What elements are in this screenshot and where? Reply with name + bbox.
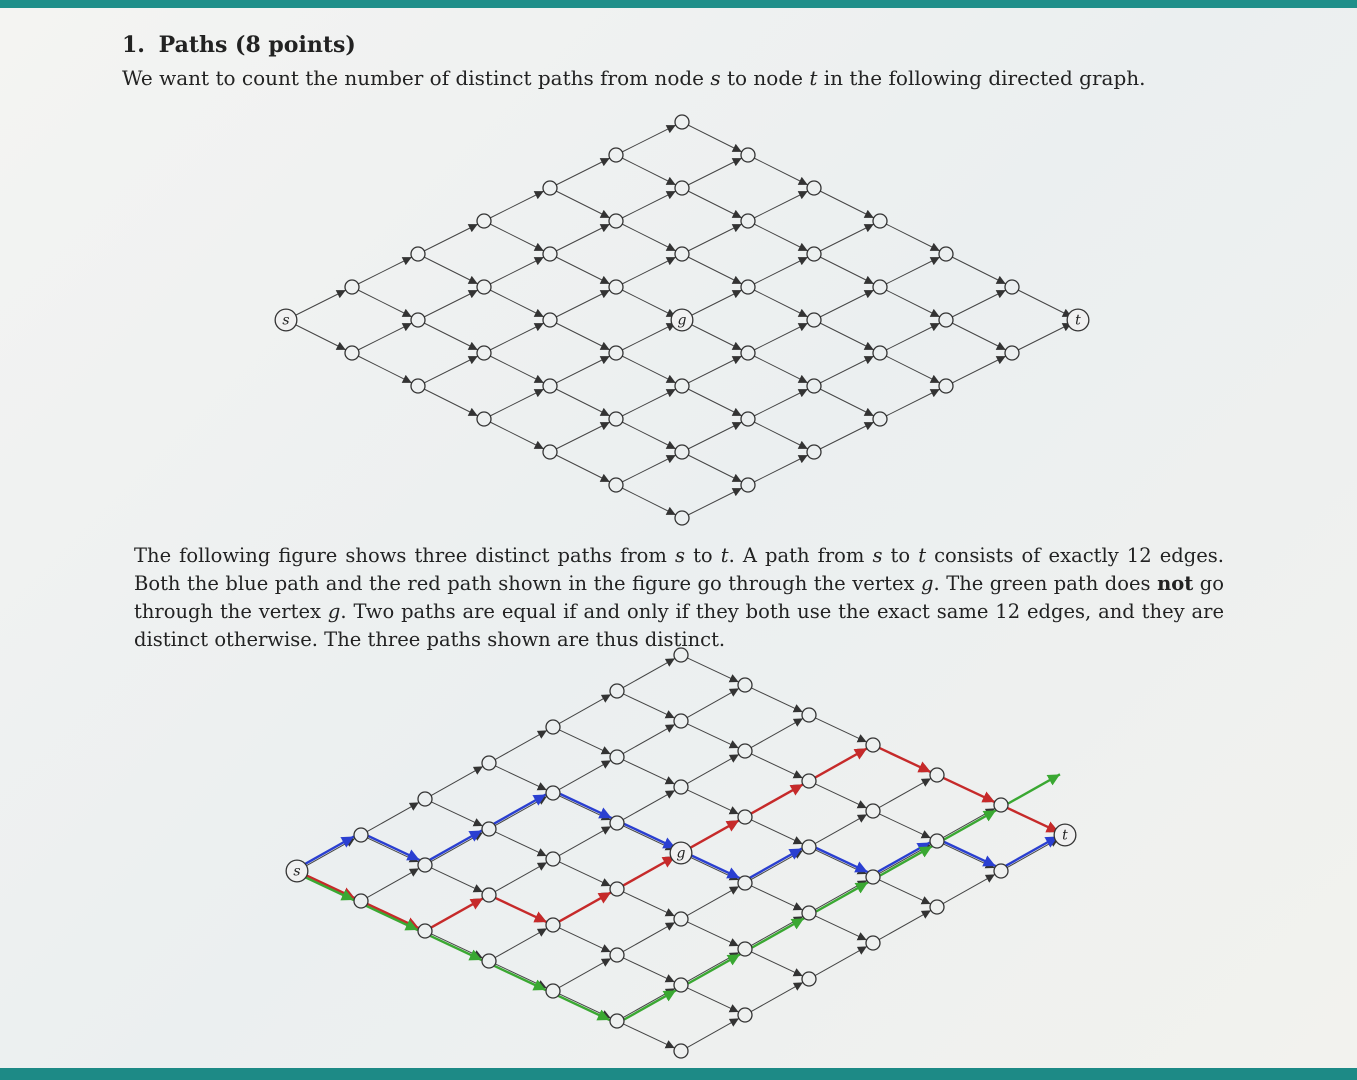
graph-edge	[623, 988, 675, 1017]
text-run: consists of exactly 12 edges. Both the blue path and the red path shown in the figure go through the vertex	[134, 544, 1224, 595]
graph-edge	[751, 916, 803, 945]
path-edge	[752, 918, 804, 947]
graph-edge	[431, 802, 482, 826]
node-t-label: t	[1075, 312, 1081, 329]
graph-node	[482, 954, 496, 968]
graph-node	[546, 918, 560, 932]
graph-node	[930, 768, 944, 782]
graph-edge	[879, 778, 931, 807]
graph-edge	[559, 994, 610, 1018]
graph-node	[738, 876, 752, 890]
graph-edge	[367, 838, 418, 862]
graph-edge	[815, 718, 866, 742]
graph-edge	[815, 784, 866, 808]
path-edge	[880, 846, 932, 875]
graph-edge	[687, 790, 738, 814]
graph-edge	[687, 952, 739, 981]
path-edge	[368, 836, 419, 860]
path-edge	[687, 820, 739, 849]
graph-edge	[687, 754, 739, 783]
graph-edge	[1007, 838, 1059, 867]
graph-edge	[751, 850, 803, 879]
graph-edge	[687, 856, 738, 880]
graph-edge	[559, 958, 611, 987]
graph-edge	[495, 928, 547, 957]
graph-node	[802, 708, 816, 722]
graph-node	[674, 912, 688, 926]
path-edge	[816, 848, 867, 872]
graph-edge	[623, 760, 674, 784]
path-edge	[558, 996, 609, 1020]
text-run: We want to count the number of distinct paths from node	[122, 66, 711, 90]
graph-edge	[751, 688, 802, 712]
graph-edge	[367, 868, 419, 897]
graph-edge	[687, 1018, 739, 1047]
graph-edge	[687, 988, 738, 1012]
path-edge	[495, 898, 546, 922]
graph-node	[674, 978, 688, 992]
graph-node	[994, 864, 1008, 878]
path-edge	[751, 784, 803, 813]
text-run: . The green path does	[933, 572, 1158, 595]
graph-node	[418, 924, 432, 938]
path-edge	[302, 837, 354, 866]
path-edge	[944, 842, 995, 866]
math-variable: s	[872, 544, 883, 567]
graph-node	[802, 972, 816, 986]
path-edge	[367, 904, 418, 928]
graph-node	[738, 1008, 752, 1022]
graph-edge	[815, 814, 867, 843]
node-t-label: t	[1062, 827, 1068, 844]
graph-edge	[815, 880, 867, 909]
graph-edge	[751, 982, 803, 1011]
path-edge	[430, 831, 482, 860]
text-run: to node	[720, 66, 810, 90]
text-run: . Two paths are equal if and only if they both use the exact same 12 edges, and they are distinct otherwise. The three paths shown are thus distinct.	[134, 600, 1224, 651]
graph-edge	[559, 862, 610, 886]
path-edge	[1007, 808, 1058, 832]
node-g-label: g	[676, 845, 686, 862]
graph-node	[738, 744, 752, 758]
path-edge	[494, 966, 545, 990]
math-variable: s	[674, 544, 685, 567]
path-edge	[430, 936, 481, 960]
math-variable: s	[710, 66, 721, 90]
graph-edge	[495, 964, 546, 988]
graph-node	[610, 684, 624, 698]
graph-edge	[559, 796, 610, 820]
node-s-label: s	[282, 312, 290, 329]
path-edge	[303, 874, 354, 898]
text-run: to	[882, 544, 919, 567]
graph-node	[482, 756, 496, 770]
graph-edge	[495, 730, 547, 759]
graph-edge	[687, 886, 739, 915]
graph-edge	[559, 760, 611, 789]
problem-number: 1.	[122, 32, 145, 58]
graph-edge	[559, 730, 610, 754]
graph-edge	[879, 814, 930, 838]
graph-edge	[623, 790, 675, 819]
graph-node	[674, 648, 688, 662]
graph-edge	[431, 832, 483, 861]
node-s-label: s	[293, 863, 301, 880]
text-run: go through the vertex	[134, 572, 1224, 623]
graph-edge	[559, 826, 611, 855]
graph-edge	[687, 688, 739, 717]
node-g-label: g	[677, 312, 687, 329]
graph-node	[418, 858, 432, 872]
graph-edge	[687, 724, 738, 748]
graph-edge	[943, 808, 995, 837]
text-run: in the following directed graph.	[817, 66, 1146, 90]
math-variable: g	[921, 572, 934, 595]
path-edge	[431, 898, 483, 927]
graph-node	[354, 828, 368, 842]
graph-node	[802, 906, 816, 920]
graph-node	[674, 714, 688, 728]
graph-edge	[303, 838, 355, 867]
graph-node	[930, 834, 944, 848]
graph-node	[738, 942, 752, 956]
graph-edge	[623, 922, 675, 951]
graph-edge	[815, 946, 867, 975]
path-edge	[560, 794, 611, 818]
graph-node	[866, 738, 880, 752]
graph-node	[546, 720, 560, 734]
path-edge	[816, 882, 868, 911]
path-edge	[302, 876, 353, 900]
graph-edge	[559, 694, 611, 723]
graph-node	[610, 816, 624, 830]
graph-edge	[943, 874, 995, 903]
graph-edge	[623, 658, 675, 687]
graph-node	[482, 822, 496, 836]
graph-node	[738, 678, 752, 692]
graph-edge	[687, 658, 738, 682]
path-edge	[943, 778, 994, 802]
graph-edge	[623, 724, 675, 753]
graph-node	[674, 780, 688, 794]
math-variable: t	[809, 66, 818, 90]
math-variable: g	[327, 600, 341, 623]
graph-edge	[495, 832, 546, 856]
graph-edge	[495, 766, 546, 790]
graph-edge	[495, 862, 547, 891]
math-variable: t	[720, 544, 729, 567]
graph-node	[866, 936, 880, 950]
graph-edge	[815, 916, 866, 940]
graph-edge	[879, 880, 930, 904]
graph-node	[610, 882, 624, 896]
graph-node	[866, 804, 880, 818]
graph-node	[994, 798, 1008, 812]
graph-node	[674, 1044, 688, 1058]
graph-edge	[751, 754, 802, 778]
graph-edge	[559, 928, 610, 952]
graph-node	[354, 894, 368, 908]
graph-node	[610, 948, 624, 962]
graph-node	[738, 810, 752, 824]
path-edge	[1006, 837, 1058, 866]
path-edge	[624, 824, 675, 848]
graph-edge	[879, 844, 931, 873]
graph-edge	[943, 844, 994, 868]
path-edge	[623, 856, 675, 885]
graph-node	[546, 984, 560, 998]
graph-node	[610, 1014, 624, 1028]
graph-edge	[431, 934, 482, 958]
text-run: . A path from	[728, 544, 873, 567]
path-edge	[815, 748, 867, 777]
graph-edge	[623, 1024, 674, 1048]
graph-edge	[623, 892, 674, 916]
graph-node	[482, 888, 496, 902]
window-bottom-bar	[0, 1068, 1357, 1080]
graph-node	[546, 786, 560, 800]
graph-edge	[623, 694, 674, 718]
graph-edge	[367, 802, 419, 831]
graph-edge	[751, 952, 802, 976]
path-edge	[366, 906, 417, 930]
graph-edge	[431, 868, 482, 892]
graph-edge	[623, 826, 674, 850]
math-variable: t	[918, 544, 927, 567]
graph-edge	[751, 820, 802, 844]
path-edge	[559, 892, 611, 921]
path-edge	[944, 810, 996, 839]
graph-edge	[687, 922, 738, 946]
path-edge	[750, 849, 802, 878]
graph-edge	[751, 718, 803, 747]
graph-edge	[431, 766, 483, 795]
path-edge	[879, 748, 930, 772]
graph-node	[610, 750, 624, 764]
path-edge	[688, 954, 740, 983]
graph-node	[802, 774, 816, 788]
graph-node	[546, 852, 560, 866]
path-edge	[688, 854, 739, 878]
text-run: to	[685, 544, 721, 567]
graph-edge	[623, 958, 674, 982]
path-edge	[1008, 774, 1060, 803]
text-run: The following figure shows three distinct paths from	[134, 544, 675, 567]
graph-node	[802, 840, 816, 854]
graph-node	[930, 900, 944, 914]
graph-edge	[495, 796, 547, 825]
highlighted-paths	[302, 748, 1060, 1020]
emphasis: not	[1157, 572, 1194, 595]
graph-node	[418, 792, 432, 806]
path-edge	[494, 795, 546, 824]
path-edge	[878, 843, 930, 872]
graph-edge	[815, 850, 866, 874]
graph-edge	[879, 910, 931, 939]
problem-title: Paths (8 points)	[158, 32, 356, 58]
graph-edge	[751, 886, 802, 910]
path-edge	[624, 990, 676, 1019]
graph-node	[866, 870, 880, 884]
